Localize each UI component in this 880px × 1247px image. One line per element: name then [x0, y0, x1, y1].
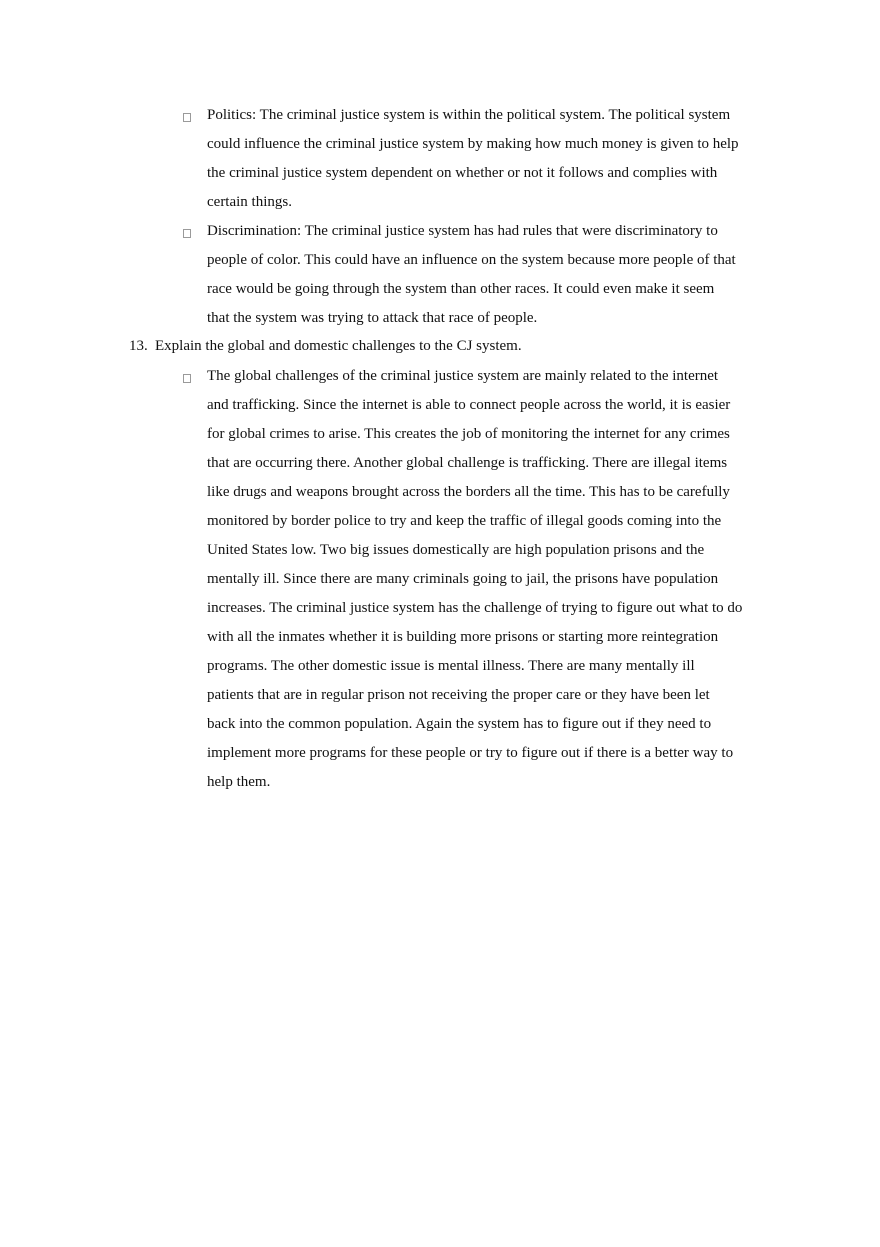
text-line: people of color. This could have an influence on the system because more people of that	[207, 252, 736, 268]
text-line: race would be going through the system than other races. It could even make it seem	[207, 281, 715, 297]
question-text: Explain the global and domestic challenges to the CJ system.	[155, 338, 522, 354]
bullet-square-icon	[183, 113, 191, 122]
text-line: mentally ill. Since there are many criminals going to jail, the prisons have population	[207, 571, 719, 587]
text-line: increases. The criminal justice system has the challenge of trying to figure out what to do	[207, 600, 743, 616]
text-line: Politics: The criminal justice system is within the political system. The political system	[207, 107, 731, 123]
question-number: 13.	[129, 338, 148, 354]
text-line: back into the common population. Again the system has to figure out if they need to	[207, 716, 712, 732]
text-line: the criminal justice system dependent on whether or not it follows and complies with	[207, 165, 718, 181]
text-line: like drugs and weapons brought across the borders all the time. This has to be carefully	[207, 484, 730, 500]
text-line: with all the inmates whether it is building more prisons or starting more reintegration	[207, 629, 719, 645]
text-line: that the system was trying to attack that race of people.	[207, 310, 538, 326]
text-line: could influence the criminal justice system by making how much money is given to help	[207, 136, 739, 152]
text-line: help them.	[207, 774, 271, 790]
text-line: patients that are in regular prison not receiving the proper care or they have been let	[207, 687, 710, 703]
bullet-square-icon	[183, 374, 191, 383]
text-line: Discrimination: The criminal justice system has had rules that were discriminatory to	[207, 223, 718, 239]
text-line: that are occurring there. Another global challenge is trafficking. There are illegal items	[207, 455, 728, 471]
text-line: The global challenges of the criminal justice system are mainly related to the internet	[207, 368, 719, 384]
text-line: implement more programs for these people or try to figure out if there is a better way to	[207, 745, 734, 761]
bullet-square-icon	[183, 229, 191, 238]
text-line: certain things.	[207, 194, 292, 210]
text-line: United States low. Two big issues domestically are high population prisons and the	[207, 542, 705, 558]
text-line: and trafficking. Since the internet is able to connect people across the world, it is easier	[207, 397, 731, 413]
text-line: programs. The other domestic issue is mental illness. There are many mentally ill	[207, 658, 695, 674]
text-line: for global crimes to arise. This creates the job of monitoring the internet for any crimes	[207, 426, 730, 442]
question-13	[129, 337, 522, 355]
text-line: monitored by border police to try and keep the traffic of illegal goods coming into the	[207, 513, 722, 529]
